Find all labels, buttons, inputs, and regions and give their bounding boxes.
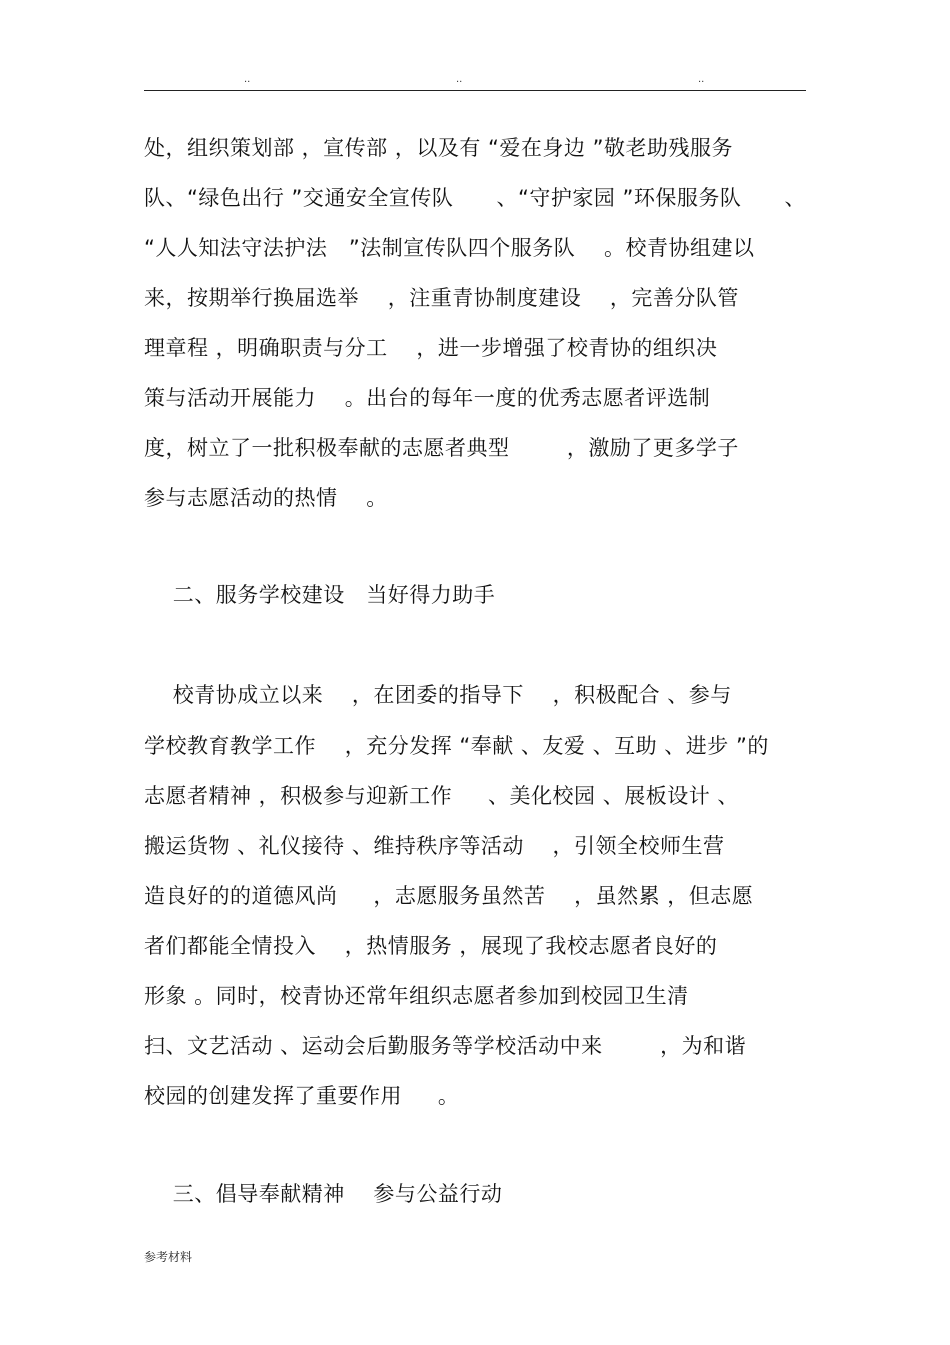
body-line: 造良好的的道德风尚 ，志愿服务虽然苦 ，虽然累 ，但志愿 (144, 884, 754, 908)
body-line: 处，组织策划部 ，宣传部 ，以及有 “爱在身边 ”敬老助残服务 (144, 136, 733, 160)
body-line: 搬运货物 、礼仪接待 、维持秩序等活动 ，引领全校师生营 (144, 834, 725, 858)
body-line: 校青协成立以来 ，在团委的指导下 ，积极配合 、参与 (144, 683, 732, 707)
body-line: 策与活动开展能力 。出台的每年一度的优秀志愿者评选制 (144, 386, 711, 410)
body-line: 形象 。同时，校青协还常年组织志愿者参加到校园卫生清 (144, 984, 689, 1008)
body-line: 度，树立了一批积极奉献的志愿者典型 ，激励了更多学子 (144, 436, 739, 460)
body-line: “人人知法守法护法 ”法制宣传队四个服务队 。校青协组建以 (144, 236, 755, 260)
header-marks (144, 74, 806, 88)
header-mark: .. (456, 74, 463, 85)
header-mark: .. (244, 74, 251, 85)
body-line: 参与志愿活动的热情 。 (144, 486, 388, 510)
body-line: 志愿者精神 ，积极参与迎新工作 、美化校园 、展板设计 、 (144, 784, 739, 808)
section-heading: 三、倡导奉献精神 参与公益行动 (144, 1182, 503, 1206)
body-line: 扫、文艺活动 、运动会后勤服务等学校活动中来 ，为和谐 (144, 1034, 747, 1058)
body-line: 来，按期举行换届选举 ，注重青协制度建设 ，完善分队管 (144, 286, 739, 310)
header-mark: .. (698, 74, 705, 85)
body-line: 者们都能全情投入 ，热情服务 ，展现了我校志愿者良好的 (144, 934, 718, 958)
body-line: 学校教育教学工作 ，充分发挥 “奉献 、友爱 、互助 、进步 ”的 (144, 734, 769, 758)
body-line: 队、“绿色出行 ”交通安全宣传队 、“守护家园 ”环保服务队 、 (144, 186, 806, 210)
page-footer: 参考材料 (144, 1250, 193, 1264)
header-rule (144, 90, 806, 91)
body-line: 理章程 ，明确职责与分工 ，进一步增强了校青协的组织决 (144, 336, 718, 360)
section-heading: 二、服务学校建设 当好得力助手 (144, 583, 496, 607)
body-line: 校园的创建发挥了重要作用 。 (144, 1084, 460, 1108)
